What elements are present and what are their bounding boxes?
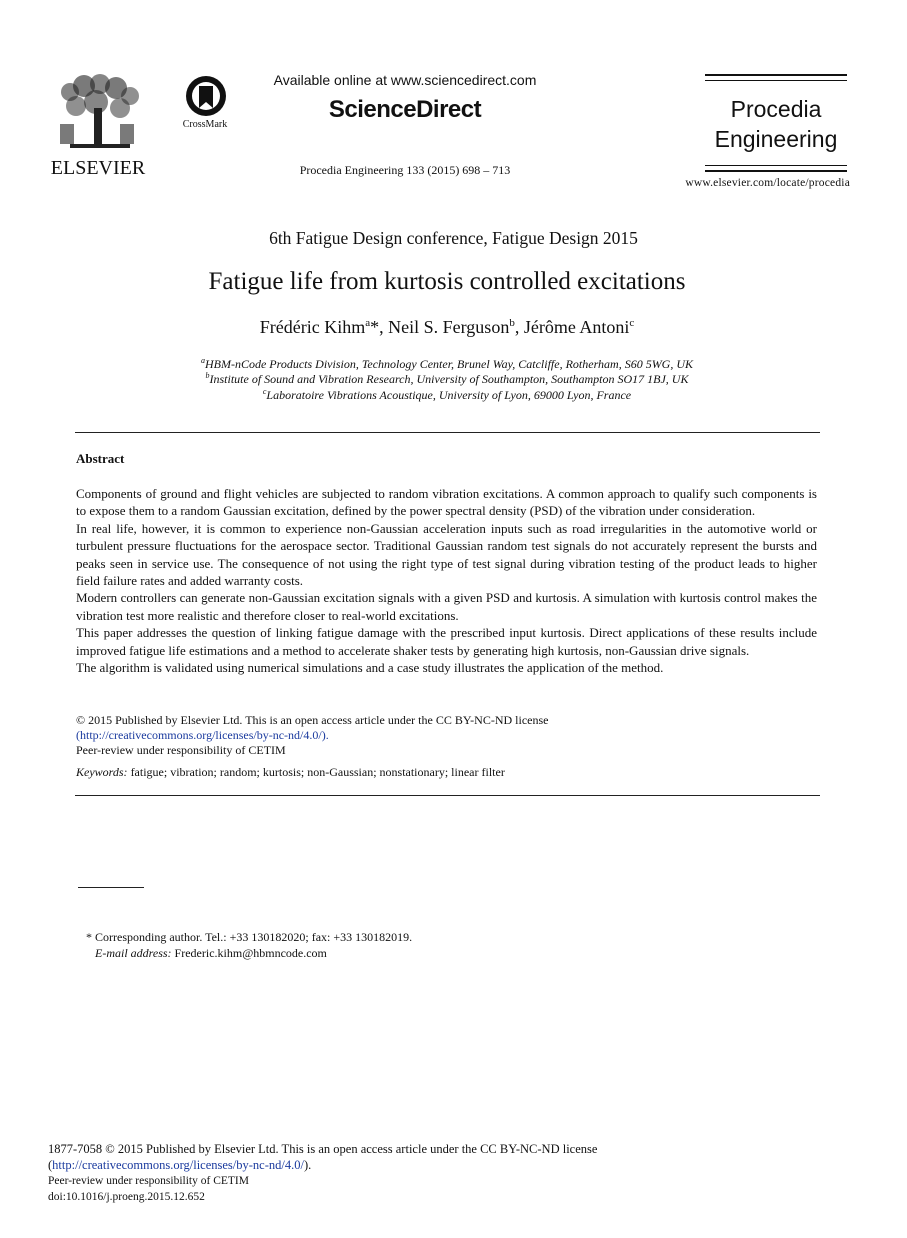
author-separator: , — [514, 317, 524, 337]
keywords-list: fatigue; vibration; random; kurtosis; non-Gaussian; nonstationary; linear filter — [130, 765, 505, 779]
available-online-text: Available online at www.sciencedirect.com — [273, 72, 537, 88]
keywords-label: Keywords: — [76, 765, 128, 779]
author-name[interactable]: Jérôme Antoni — [523, 317, 630, 337]
affiliation-b — [0, 371, 894, 387]
article-title: Fatigue life from kurtosis controlled excitations — [208, 268, 686, 295]
corresponding-author-footnote — [86, 929, 686, 961]
copyright-notice: © 2015 Published by Elsevier Ltd. This is an open access article under the CC BY-NC-ND license — [76, 713, 549, 727]
peer-review-note: Peer-review under responsibility of CETIM — [76, 743, 286, 757]
affiliation-sup: b — [205, 371, 210, 380]
journal-title-rule-bottom — [705, 165, 847, 172]
journal-title-line2: Engineering — [714, 126, 838, 152]
keywords-line — [76, 765, 817, 780]
author-name[interactable]: Neil S. Ferguson — [388, 317, 510, 337]
corresponding-mark: * — [370, 317, 380, 337]
affiliation-text: Laboratoire Vibrations Acoustique, University of Lyon, 69000 Lyon, France — [266, 388, 632, 402]
license-block — [76, 713, 817, 758]
journal-url-link[interactable]: www.elsevier.com/locate/procedia — [685, 177, 850, 189]
crossmark-icon — [178, 74, 234, 118]
abstract-body — [76, 485, 817, 676]
elsevier-tree-icon — [50, 74, 146, 158]
abstract-paragraph: Modern controllers can generate non-Gaussian excitation signals with a given PSD and kurtosis. A simulation with kurtosis control makes the vibration test more realistic and therefore closer to real-world excitations. — [76, 590, 817, 623]
footer-peer-review: Peer-review under responsibility of CETIM — [48, 1175, 249, 1187]
footer-license-link[interactable]: http://creativecommons.org/licenses/by-nc-nd/4.0/ — [52, 1158, 304, 1172]
author-affil-sup: b — [509, 317, 515, 329]
journal-citation: Procedia Engineering 133 (2015) 698 – 713 — [299, 163, 511, 177]
author-list — [0, 317, 894, 338]
author-name[interactable]: Frédéric Kihm — [259, 317, 366, 337]
corresponding-author-contact: * Corresponding author. Tel.: +33 130182020; fax: +33 130182019. — [86, 930, 413, 944]
journal-title-line1: Procedia — [730, 96, 822, 122]
abstract-top-rule — [75, 432, 820, 433]
page-footer — [48, 1141, 748, 1205]
author-affil-sup: a — [365, 317, 371, 329]
email-address[interactable]: Frederic.kihm@hbmncode.com — [174, 946, 327, 960]
journal-title — [705, 94, 847, 154]
author-separator: , — [379, 317, 389, 337]
affiliation-text: HBM-nCode Products Division, Technology Center, Brunel Way, Catcliffe, Rotherham, S60 5WG, UK — [204, 357, 694, 371]
abstract-paragraph: The algorithm is validated using numerical simulations and a case study illustrates the application of the method. — [76, 660, 664, 676]
conference-name: 6th Fatigue Design conference, Fatigue Design 2015 — [269, 228, 638, 248]
footer-paren-open: ( — [48, 1158, 53, 1172]
author-affil-sup: c — [629, 317, 635, 329]
license-link[interactable]: (http://creativecommons.org/licenses/by-nc-nd/4.0/). — [76, 728, 329, 742]
abstract-paragraph: This paper addresses the question of linking fatigue damage with the prescribed input kurtosis. Direct applications of these results include improved fatigue life estimations and a method to accelerate shaker tests by generating high kurtosis, non-Gaussian drive signals. — [76, 625, 817, 658]
abstract-heading: Abstract — [76, 451, 125, 466]
affiliation-text: Institute of Sound and Vibration Research, University of Southampton, Southampton SO17 1BJ, UK — [209, 372, 689, 386]
affiliation-a — [0, 356, 894, 372]
affiliation-sup: c — [262, 387, 267, 396]
abstract-bottom-rule — [75, 795, 820, 796]
footer-paren-close: ). — [303, 1158, 312, 1172]
affiliation-c — [0, 387, 894, 403]
abstract-paragraph: Components of ground and flight vehicles are subjected to random vibration excitations. A common approach to qualify such components is to expose them to a random Gaussian excitation, defined by the power spectral density (PSD) of the vibration under consideration. — [76, 486, 817, 519]
footer-issn-license: 1877-7058 © 2015 Published by Elsevier Ltd. This is an open access article under the CC BY-NC-ND license — [48, 1142, 598, 1156]
abstract-paragraph: In real life, however, it is common to experience non-Gaussian acceleration inputs such as road irregularities in the automotive world or turbulent pressure fluctuations for the aerospace sector. Traditional Gaussian random test signals do not accurately represent the bursts and peaks seen in service use. The consequence of not using the right type of test signal during vibration testing of the product leads to higher field failure rates and added warranty costs. — [76, 520, 817, 589]
affiliation-sup: a — [200, 356, 205, 365]
journal-title-rule-top — [705, 74, 847, 81]
sciencedirect-logo-text: ScienceDirect — [328, 96, 482, 123]
publisher-name: ELSEVIER — [50, 157, 146, 179]
crossmark-label: CrossMark — [182, 119, 228, 130]
footnote-rule — [78, 887, 144, 888]
footer-doi[interactable]: doi:10.1016/j.proeng.2015.12.652 — [48, 1191, 205, 1203]
email-label: E-mail address: — [95, 946, 172, 960]
